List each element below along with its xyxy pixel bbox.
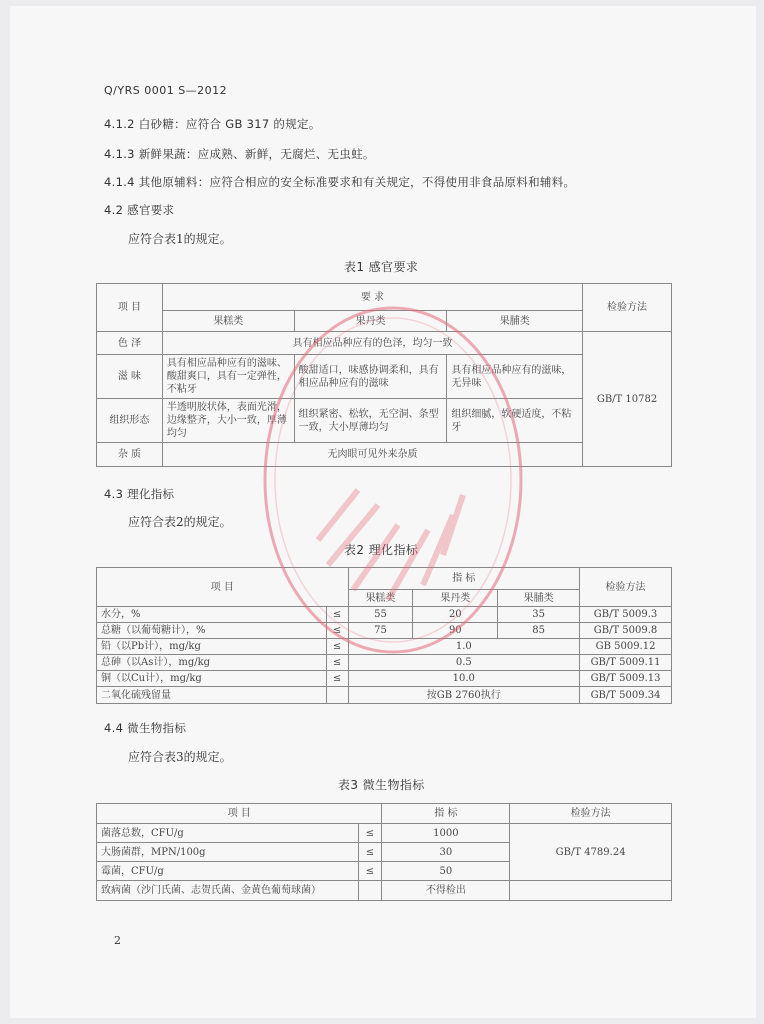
table1-row-label: 组织形态 (97, 399, 163, 443)
table3-header-item: 项 目 (97, 804, 382, 824)
table2-op: ≤ (326, 655, 348, 671)
table3-row-label: 霉菌，CFU/g (97, 862, 359, 881)
paragraph-table2-ref: 应符合表2的规定。 (128, 515, 232, 529)
table2-cell: 20 (413, 607, 498, 623)
table1-cell: 无肉眼可见外来杂质 (162, 443, 582, 467)
table2-op (326, 687, 348, 704)
table3-cell: 1000 (382, 824, 510, 843)
table2-row-label: 铜（以Cu计），mg/kg (97, 671, 327, 687)
table2-op: ≤ (326, 671, 348, 687)
table2-op: ≤ (326, 607, 348, 623)
table1-cell: 具有相应品种应有的色泽，均匀一致 (162, 332, 582, 355)
table2-row-label: 水分，% (97, 607, 327, 623)
clause-4-1-4: 4.1.4 其他原辅料：应符合相应的安全标准要求和有关规定，不得使用非食品原料和辅料。 (104, 175, 576, 189)
table2-method: GB/T 5009.3 (580, 607, 672, 623)
table3-row-label: 致病菌（沙门氏菌、志贺氏菌、金黄色葡萄球菌） (97, 881, 359, 901)
table3-method-cont (510, 881, 672, 901)
table2-method: GB/T 5009.8 (580, 623, 672, 639)
table2-method: GB/T 5009.13 (580, 671, 672, 687)
table2-col-header: 果糕类 (348, 590, 413, 607)
table3-row-label: 大肠菌群，MPN/100g (97, 843, 359, 862)
table2-method: GB/T 5009.11 (580, 655, 672, 671)
table3-row-label: 菌落总数，CFU/g (97, 824, 359, 843)
table3-microbiological (96, 803, 672, 901)
table2-cell: 按GB 2760执行 (348, 687, 580, 704)
table1-cell: 酸甜适口，味感协调柔和，具有相应品种应有的滋味 (294, 355, 447, 399)
paragraph-table3-ref: 应符合表3的规定。 (128, 750, 232, 764)
table1-row-label: 滋 味 (97, 355, 163, 399)
table2-cell: 1.0 (348, 639, 580, 655)
clause-4-1-3: 4.1.3 新鲜果蔬：应成熟、新鲜，无腐烂、无虫蛀。 (104, 147, 375, 161)
table2-cell: 55 (348, 607, 413, 623)
table2-row-label: 铅（以Pb计），mg/kg (97, 639, 327, 655)
table2-header-item: 项 目 (97, 568, 349, 607)
table2-cell: 85 (498, 623, 580, 639)
table3-cell: 30 (382, 843, 510, 862)
table2-header-index: 指 标 (348, 568, 580, 590)
table3-op: ≤ (358, 824, 382, 843)
page-number: 2 (114, 934, 121, 947)
table3-op: ≤ (358, 862, 382, 881)
table3-cell: 50 (382, 862, 510, 881)
table2-row-label: 二氧化硫残留量 (97, 687, 327, 704)
table2-cell: 0.5 (348, 655, 580, 671)
table1-col-header: 果脯类 (447, 311, 583, 332)
table1-cell: 具有相应品种应有的滋味、酸甜爽口，具有一定弹性，不粘牙 (162, 355, 294, 399)
table2-method: GB 5009.12 (580, 639, 672, 655)
table2-cell: 90 (413, 623, 498, 639)
table3-caption: 表3 微生物指标 (338, 778, 425, 792)
table1-sensory (96, 283, 672, 467)
table2-cell: 10.0 (348, 671, 580, 687)
table1-col-header: 果糕类 (162, 311, 294, 332)
table2-method: GB/T 5009.34 (580, 687, 672, 704)
table1-cell: 具有相应品种应有的滋味，无异味 (447, 355, 583, 399)
table1-cell: 半透明胶状体，表面光滑，边缘整齐，大小一致，厚薄均匀 (162, 399, 294, 443)
table2-row-label: 总砷（以As计），mg/kg (97, 655, 327, 671)
section-4-2-title: 4.2 感官要求 (104, 203, 175, 217)
table2-col-header: 果丹类 (413, 590, 498, 607)
table1-cell: 组织细腻，软硬适度，不粘牙 (447, 399, 583, 443)
table2-op: ≤ (326, 639, 348, 655)
table3-method: GB/T 4789.24 (510, 824, 672, 881)
table3-header-index: 指 标 (382, 804, 510, 824)
table1-header-requirement: 要 求 (162, 284, 582, 311)
table1-row-label: 杂 质 (97, 443, 163, 467)
section-4-4-title: 4.4 微生物指标 (104, 721, 187, 735)
table1-cell: 组织紧密、松软，无空洞、条型一致，大小厚薄均匀 (294, 399, 447, 443)
table3-op: ≤ (358, 843, 382, 862)
table3-cell: 不得检出 (382, 881, 510, 901)
table2-caption: 表2 理化指标 (344, 543, 419, 557)
table2-col-header: 果脯类 (498, 590, 580, 607)
table2-physicochemical (96, 567, 672, 704)
standard-code: Q/YRS 0001 S—2012 (104, 84, 228, 97)
table1-header-method: 检验方法 (583, 284, 672, 332)
table1-header-item: 项 目 (97, 284, 163, 332)
clause-4-1-2: 4.1.2 白砂糖：应符合 GB 317 的规定。 (104, 117, 321, 131)
table1-row-label: 色 泽 (97, 332, 163, 355)
table2-cell: 75 (348, 623, 413, 639)
table1-method: GB/T 10782 (583, 332, 672, 467)
table2-op: ≤ (326, 623, 348, 639)
table2-header-method: 检验方法 (580, 568, 672, 607)
table1-caption: 表1 感官要求 (344, 260, 419, 274)
paragraph-table1-ref: 应符合表1的规定。 (128, 232, 232, 246)
section-4-3-title: 4.3 理化指标 (104, 487, 175, 501)
table2-cell: 35 (498, 607, 580, 623)
table3-header-method: 检验方法 (510, 804, 672, 824)
table2-row-label: 总糖（以葡萄糖计），% (97, 623, 327, 639)
table3-op (358, 881, 382, 901)
table1-col-header: 果丹类 (294, 311, 447, 332)
